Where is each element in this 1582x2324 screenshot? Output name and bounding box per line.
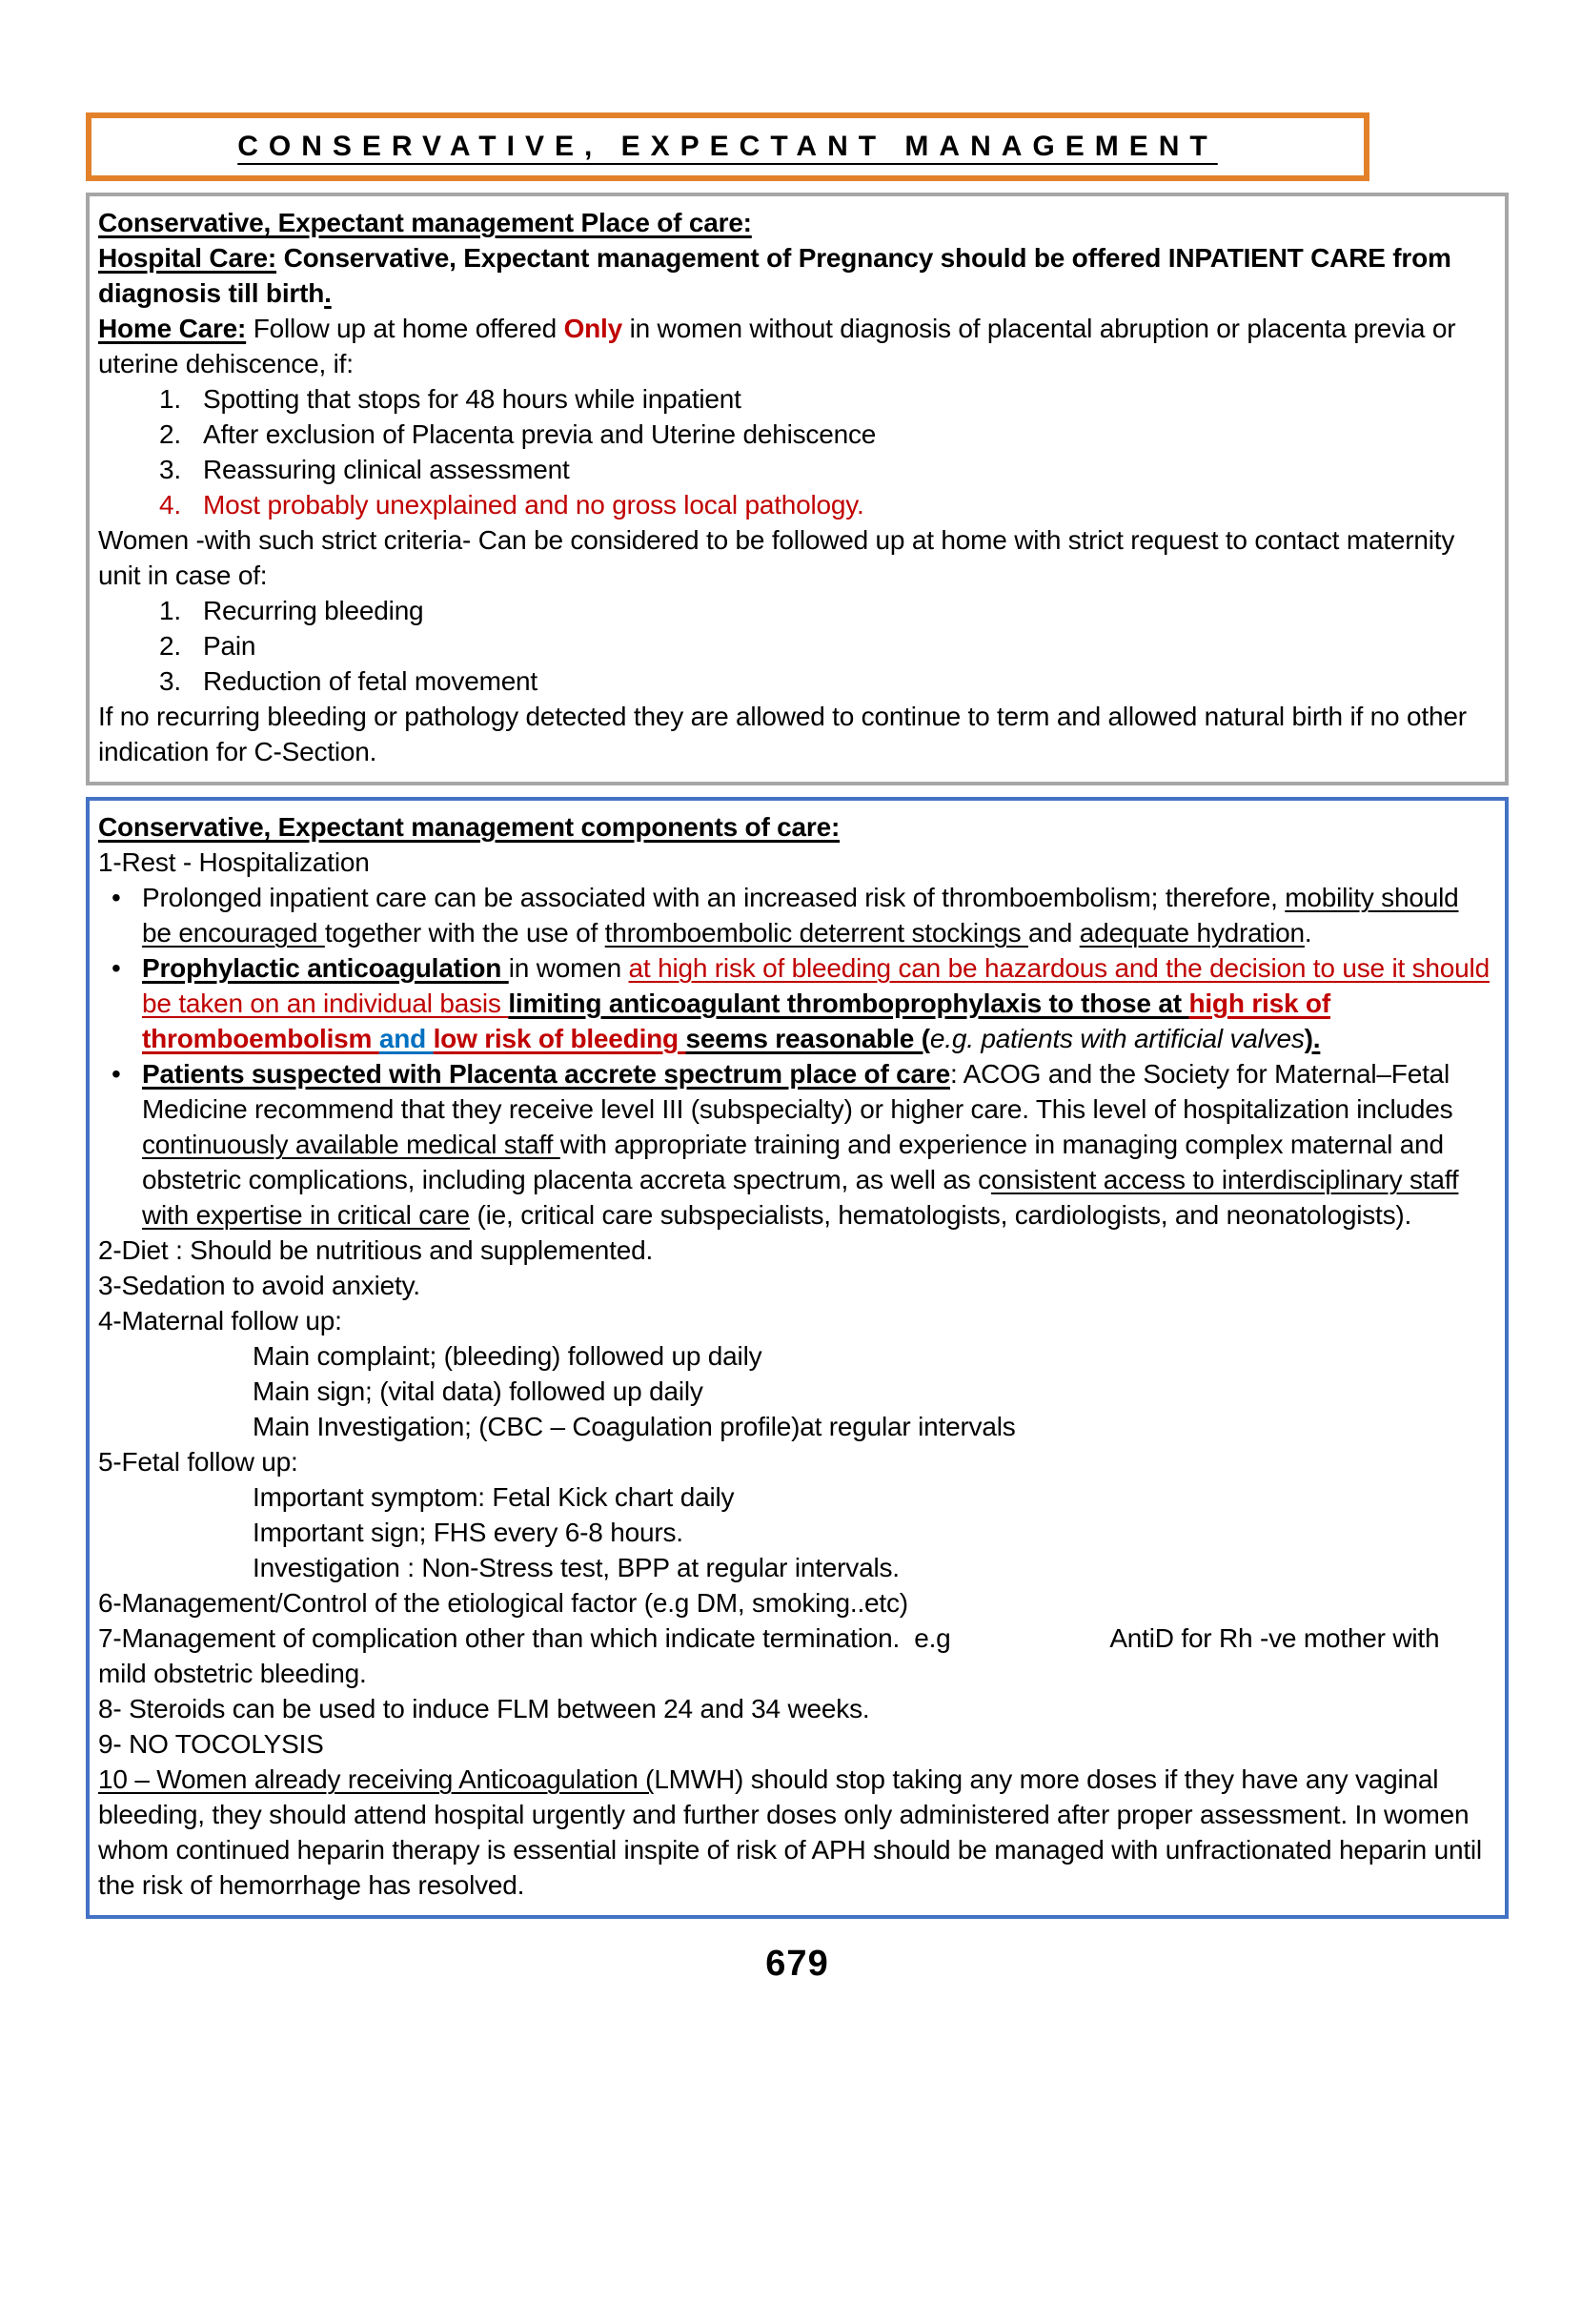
paragraph bbox=[98, 1444, 1490, 1479]
document-page bbox=[0, 112, 1582, 1985]
bullet-icon: • bbox=[112, 953, 121, 983]
list-item-text bbox=[142, 1056, 1490, 1233]
list-item bbox=[98, 1056, 1490, 1233]
paragraph bbox=[98, 845, 1490, 880]
text-run: 7-Management of complication other than which indicate termination. e.g bbox=[98, 1623, 951, 1653]
list-marker: 3. bbox=[159, 455, 181, 484]
paragraph bbox=[98, 1762, 1490, 1903]
text-run: Home Care: bbox=[98, 314, 247, 343]
text-run: Patients suspected with Placenta accrete spectrum place of care bbox=[142, 1059, 950, 1089]
list-item bbox=[98, 381, 1490, 417]
text-run: 2-Diet : Should be nutritious and supplemented. bbox=[98, 1235, 654, 1265]
list-item-text bbox=[203, 417, 1490, 452]
text-run: After exclusion of Placenta previa and Uterine dehiscence bbox=[203, 419, 877, 449]
text-run: (ie, critical care subspecialists, hematologists, cardiologists, and neonatologists). bbox=[469, 1200, 1412, 1230]
paragraph bbox=[98, 1479, 1490, 1515]
paragraph bbox=[98, 205, 1490, 240]
text-run: 4-Maternal follow up: bbox=[98, 1306, 342, 1335]
text-run: together with the use of bbox=[324, 918, 605, 948]
list-marker: 2. bbox=[159, 419, 181, 449]
paragraph bbox=[98, 699, 1490, 769]
text-run: Main complaint; (bleeding) followed up daily bbox=[253, 1341, 762, 1371]
paragraph bbox=[98, 1303, 1490, 1338]
text-run: Reassuring clinical assessment bbox=[203, 455, 570, 484]
text-run: mobility should be encouraged bbox=[142, 883, 1459, 948]
list-item-text bbox=[203, 628, 1490, 663]
list-marker: 4. bbox=[159, 490, 181, 520]
text-run: 9- NO TOCOLYSIS bbox=[98, 1729, 324, 1759]
list-item-text bbox=[142, 950, 1490, 1056]
text-run: e.g. patients with artificial valves bbox=[929, 1024, 1305, 1053]
page-title: CONSERVATIVE, EXPECTANT MANAGEMENT bbox=[237, 131, 1218, 162]
text-run: Investigation : Non-Stress test, BPP at regular intervals. bbox=[253, 1553, 900, 1582]
text-run: thromboembolic deterrent stockings bbox=[604, 918, 1028, 948]
text-run: 8- Steroids can be used to induce FLM between 24 and 34 weeks. bbox=[98, 1694, 870, 1723]
text-run: Only bbox=[563, 314, 622, 343]
text-run: Women -with such strict criteria- Can be considered to be followed up at home with strict request to contact maternity unit in case of: bbox=[98, 525, 1455, 590]
text-run: 3-Sedation to avoid anxiety. bbox=[98, 1271, 420, 1300]
bullet-icon: • bbox=[112, 1059, 121, 1089]
paragraph bbox=[98, 809, 1490, 845]
text-run: Reduction of fetal movement bbox=[203, 666, 538, 696]
text-run: Conservative, Expectant management components of care: bbox=[98, 812, 841, 842]
text-run: seems reasonable ( bbox=[685, 1024, 930, 1053]
text-run: Main sign; (vital data) followed up daily bbox=[253, 1376, 703, 1406]
list-item-text bbox=[203, 663, 1490, 699]
text-run: : ACOG and the Society for Maternal–Fetal Medicine recommend that they receive level III (subspecialty) or higher care. This level of hospitalization includes bbox=[142, 1059, 1453, 1124]
paragraph bbox=[98, 1691, 1490, 1726]
text-run: AntiD for Rh -ve mother with mild obstetric bleeding. bbox=[98, 1623, 1440, 1688]
text-run: and bbox=[1028, 918, 1080, 948]
text-run: and bbox=[378, 1024, 434, 1053]
text-run: Conservative, Expectant management Place of care: bbox=[98, 208, 752, 237]
list-item-text bbox=[203, 487, 1490, 522]
text-run: If no recurring bleeding or pathology detected they are allowed to continue to term and allowed natural birth if no other indication for C-Section. bbox=[98, 702, 1467, 766]
list-item-text bbox=[203, 381, 1490, 417]
text-run: Main Investigation; (CBC – Coagulation profile)at regular intervals bbox=[253, 1412, 1016, 1441]
text-run: in women without diagnosis of placental abruption or placenta previa or uterine dehiscence, if: bbox=[98, 314, 1456, 378]
text-run: Recurring bleeding bbox=[203, 596, 424, 625]
paragraph bbox=[98, 1621, 1490, 1691]
list-item-text bbox=[203, 452, 1490, 487]
text-run: adequate hydration bbox=[1079, 918, 1305, 948]
list-item bbox=[98, 593, 1490, 628]
text-run: high risk of thromboembolism bbox=[142, 989, 1330, 1053]
page-number: 679 bbox=[765, 1944, 829, 1984]
text-run: continuously available medical staff bbox=[142, 1130, 560, 1159]
list-item bbox=[98, 880, 1490, 950]
text-run: Hospital Care: bbox=[98, 243, 277, 273]
list-item-text bbox=[203, 593, 1490, 628]
text-run: Spotting that stops for 48 hours while inpatient bbox=[203, 384, 741, 414]
paragraph bbox=[98, 1233, 1490, 1268]
list-item bbox=[98, 628, 1490, 663]
text-run: low risk of bleeding bbox=[433, 1024, 686, 1053]
text-run: Important sign; FHS every 6-8 hours. bbox=[253, 1518, 683, 1547]
list-item bbox=[98, 950, 1490, 1056]
text-run bbox=[951, 1623, 1110, 1653]
title-box bbox=[86, 112, 1369, 181]
paragraph bbox=[98, 1585, 1490, 1621]
paragraph bbox=[98, 1726, 1490, 1762]
components-of-care-box bbox=[86, 797, 1509, 1919]
paragraph bbox=[98, 1374, 1490, 1409]
text-run: onsistent access to interdisciplinary staff with expertise in critical care bbox=[142, 1165, 1459, 1230]
paragraph bbox=[98, 522, 1490, 593]
text-run: 10 – Women already receiving Anticoagulation ( bbox=[98, 1764, 655, 1794]
text-run: Follow up at home offered bbox=[246, 314, 564, 343]
list-item-text bbox=[142, 880, 1490, 950]
paragraph bbox=[98, 1409, 1490, 1444]
list-marker: 1. bbox=[159, 596, 181, 625]
list-item bbox=[98, 417, 1490, 452]
text-run: 6-Management/Control of the etiological factor (e.g DM, smoking..etc) bbox=[98, 1588, 908, 1618]
text-run: Prophylactic anticoagulation bbox=[142, 953, 509, 983]
list-marker: 3. bbox=[159, 666, 181, 696]
text-run: . bbox=[324, 278, 332, 308]
text-run: at high risk of bleeding can be hazardous and the decision to use it should be taken on an individual basis bbox=[142, 953, 1490, 1018]
text-run: in women bbox=[508, 953, 629, 983]
text-run: Conservative, Expectant management of Pregnancy should be offered INPATIENT CARE from diagnosis till birth bbox=[98, 243, 1451, 308]
paragraph bbox=[98, 1550, 1490, 1585]
paragraph bbox=[98, 240, 1490, 311]
list-item bbox=[98, 487, 1490, 522]
place-of-care-box bbox=[86, 193, 1509, 785]
list-marker: 1. bbox=[159, 384, 181, 414]
text-run: LMWH) should stop taking any more doses if they have any vaginal bleeding, they should attend hospital urgently and further doses only administered after proper assessment. In women whom continued heparin therapy is essential inspite of risk of APH should be managed with unfractionated heparin until the risk of hemorrhage has resolved. bbox=[98, 1764, 1482, 1900]
text-run: Most probably unexplained and no gross local pathology. bbox=[203, 490, 864, 520]
list-item bbox=[98, 663, 1490, 699]
text-run: Important symptom: Fetal Kick chart daily bbox=[253, 1482, 735, 1512]
text-run: . bbox=[1304, 918, 1312, 948]
text-run: ). bbox=[1304, 1024, 1321, 1053]
paragraph bbox=[98, 311, 1490, 381]
paragraph bbox=[98, 1515, 1490, 1550]
text-run: 5-Fetal follow up: bbox=[98, 1447, 298, 1477]
text-run: Prolonged inpatient care can be associated with an increased risk of thromboembolism; therefore, bbox=[142, 883, 1286, 912]
list-item bbox=[98, 452, 1490, 487]
paragraph bbox=[98, 1338, 1490, 1374]
text-run: with appropriate training and experience in managing complex maternal and obstetric complications, including placenta accreta spectrum, as well as c bbox=[142, 1130, 1444, 1194]
text-run: Pain bbox=[203, 631, 256, 661]
text-run: limiting anticoagulant thromboprophylaxis to those at bbox=[508, 989, 1189, 1018]
bullet-icon: • bbox=[112, 883, 121, 912]
text-run: 1-Rest - Hospitalization bbox=[98, 847, 370, 877]
paragraph bbox=[98, 1268, 1490, 1303]
list-marker: 2. bbox=[159, 631, 181, 661]
